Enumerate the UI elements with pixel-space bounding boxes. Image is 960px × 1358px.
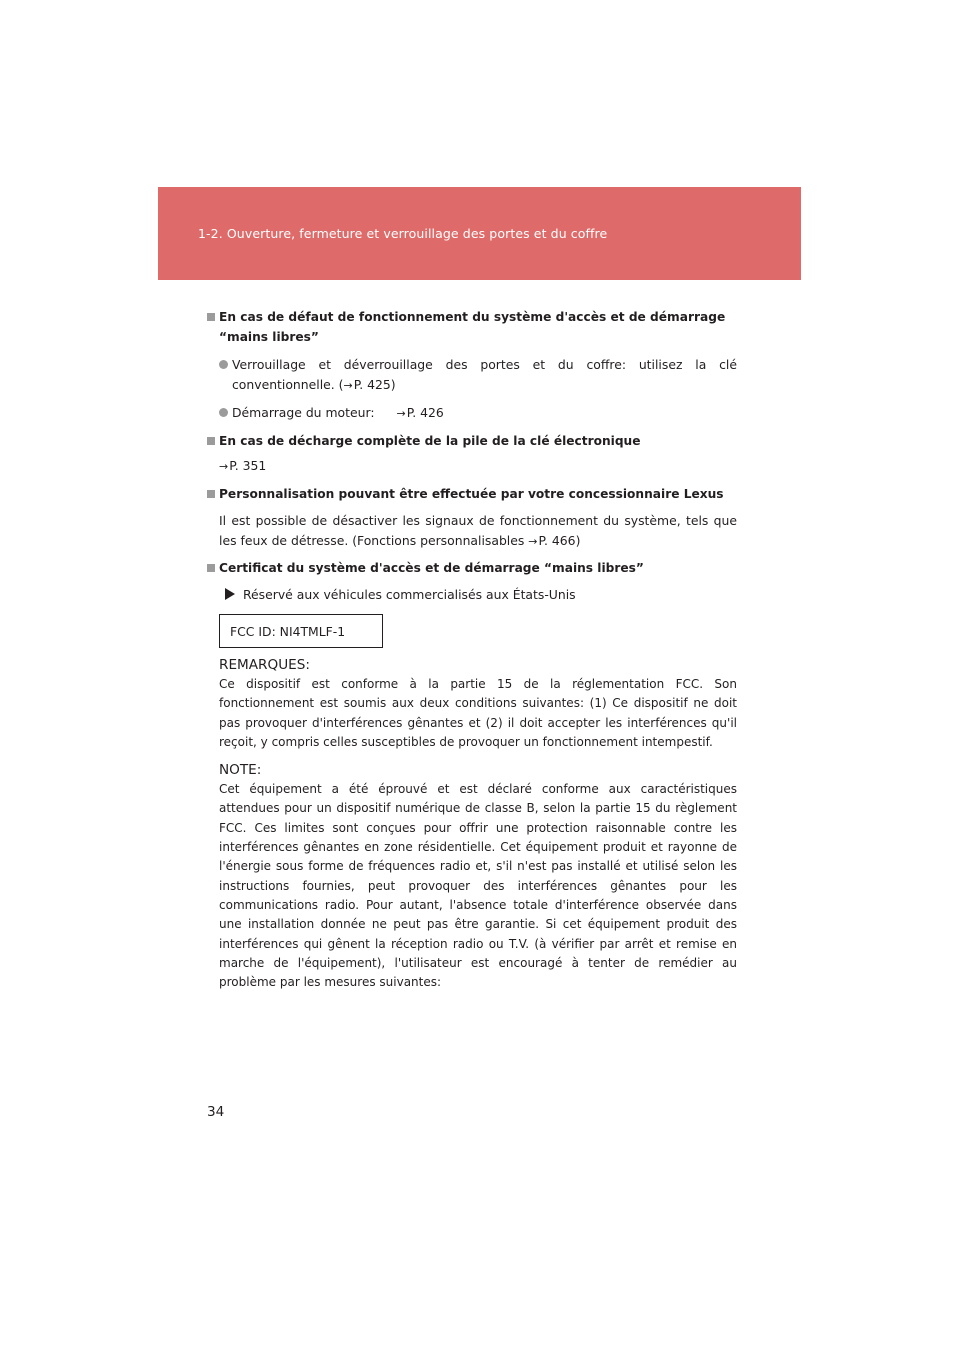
list-item-suffix: ) (390, 376, 396, 392)
section-heading-text: En cas de défaut de fonctionnement du système d'accès et de démarrage “mains libres” (219, 310, 726, 344)
remarks-paragraph: Ce dispositif est conforme à la partie 15 de la réglementation FCC. Son fonctionnement est soumis aux deux conditions suivantes: (1) Ce dispositif ne doit pas provoquer d'interférences gênantes et (2) il doit accepter les interférences qu'il reçoit, y compris celles susceptibles de provoquer un fonctionnement intempestif. (219, 677, 737, 749)
list-item-text: Verrouillage et déverrouillage des portes et du coffre: utilisez la clé conventionnelle. ( (232, 357, 737, 392)
page-reference-link[interactable]: P. 351 (229, 458, 267, 473)
note-label: NOTE: (219, 762, 262, 779)
square-bullet-icon (207, 313, 215, 321)
section-heading (207, 485, 737, 505)
square-bullet-icon (207, 564, 215, 572)
section-heading (207, 559, 737, 579)
fcc-id-box (219, 614, 383, 648)
list-item (219, 403, 737, 424)
body-suffix: ) (575, 532, 581, 548)
round-bullet-icon (219, 408, 228, 417)
square-bullet-icon (207, 437, 215, 445)
square-bullet-icon (207, 490, 215, 498)
page-reference (219, 456, 737, 477)
region-note-text: Réservé aux véhicules commercialisés aux États-Unis (243, 586, 576, 602)
section-heading-text: Certificat du système d'accès et de démarrage “mains libres” (219, 561, 644, 575)
arrow-right-icon: → (343, 378, 353, 392)
note-paragraph: Cet équipement a été éprouvé et est déclaré conforme aux caractéristiques attendues pour un dispositif numérique de classe B, selon la partie 15 du règlement FCC. Ces limites sont conçues pour offrir une protection raisonnable contre les interférences gênantes en zone résidentielle. Cet équipement produit et rayonne de l'énergie sous forme de fréquences radio et, s'il n'est pas installé et utilisé selon les instructions fournies, peut provoquer des interférences gênantes pour les communications radio. Pour autant, l'absence totale d'interférence observée dans une installation donnée ne peut pas être garantie. Si cet équipement produit des interférences qui gênent la réception radio ou T.V. (à vérifier par arrêt et remise en marche de l'équipement), l'utilisateur est encouragé à tenter de remédier au problème par les mesures suivantes: (219, 782, 737, 990)
section-heading-text: Personnalisation pouvant être effectuée par votre concessionnaire Lexus (219, 486, 724, 501)
section-heading-text: En cas de décharge complète de la pile de la clé électronique (219, 433, 641, 448)
arrow-right-icon: → (528, 534, 538, 548)
arrow-right-icon: → (219, 460, 229, 473)
page-reference-link[interactable]: P. 466 (538, 532, 576, 548)
remarks-label: REMARQUES: (219, 657, 310, 673)
page-number: 34 (207, 1104, 225, 1120)
list-item-text: Démarrage du moteur: (232, 405, 375, 420)
section-title: 1-2. Ouverture, fermeture et verrouillage des portes et du coffre (198, 226, 608, 241)
page-reference-link[interactable]: P. 425 (353, 376, 391, 392)
fcc-id-text: FCC ID: NI4TMLF-1 (230, 624, 346, 639)
list-item (219, 355, 737, 395)
page-content (207, 308, 737, 992)
section-heading (207, 308, 737, 347)
region-note (219, 585, 737, 605)
arrow-right-icon: → (396, 407, 406, 420)
section-heading (207, 432, 737, 452)
body-text: Il est possible de désactiver les signaux de fonctionnement du système, tels que les feux de détresse. (Fonctions personnalisables (219, 513, 737, 548)
round-bullet-icon (219, 360, 228, 369)
triangle-right-icon (225, 588, 235, 600)
page-reference-link[interactable]: P. 426 (406, 405, 444, 420)
section-header-band (158, 187, 801, 280)
body-paragraph (219, 511, 737, 551)
